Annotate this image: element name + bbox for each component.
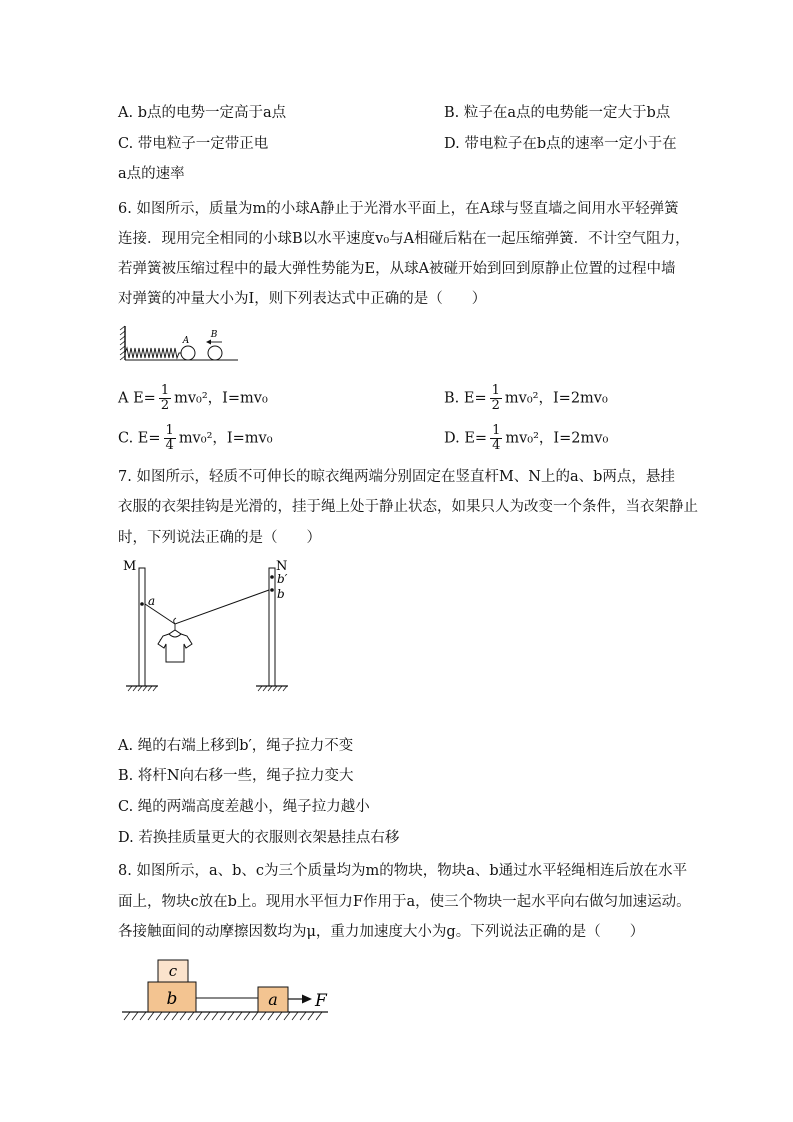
q6-spring-figure [118, 322, 244, 366]
q7-stem-line-1: 7. 如图所示，轻质不可伸长的晾衣绳两端分别固定在竖直杆M、N上的a、b两点，悬挂 [118, 469, 675, 485]
q6-option-b-fraction [490, 384, 502, 413]
q6-option-a-suffix: mv₀²，I=mv₀ [174, 390, 268, 407]
fraction-denominator: 2 [160, 398, 170, 413]
q6-stem-line-1: 6. 如图所示，质量为m的小球A静止于光滑水平面上，在A球与竖直墙之间用水平轻弹簧 [118, 201, 679, 217]
arrow-right-icon [302, 995, 312, 1004]
q6-option-d-fraction [490, 424, 502, 453]
fraction-denominator: 4 [492, 438, 501, 453]
q6-option-b-suffix: mv₀²，I=2mv₀ [504, 390, 608, 407]
q5-option-b[interactable]: B. 粒子在a点的电势能一定大于b点 [444, 105, 671, 121]
q6-option-a-fraction [159, 384, 171, 413]
q6-stem-line-3: 若弹簧被压缩过程中的最大弹性势能为E，从球A被碰开始到回到原静止位置的过程中墙 [118, 261, 676, 277]
q8-stem-line-1: 8. 如图所示，a、b、c为三个质量均为m的物块，物块a、b通过水平轻绳相连后放在水平 [118, 863, 688, 879]
q8-label-c: c [168, 962, 178, 980]
q6-option-c-suffix: mv₀²，I=mv₀ [178, 430, 273, 447]
q6-label-ball-b: B [210, 330, 218, 340]
q6-option-d[interactable] [444, 424, 608, 453]
q5-option-c[interactable]: C. 带电粒子一定带正电 [118, 136, 269, 152]
q6-option-b-prefix: B. E= [444, 390, 487, 407]
q8-label-b: b [166, 989, 178, 1009]
q6-option-c-prefix: C. E= [118, 430, 161, 447]
q7-label-a: a [148, 594, 156, 608]
q6-stem-line-4: 对弹簧的冲量大小为I，则下列表达式中正确的是（ ） [118, 291, 487, 307]
fraction-numerator: 1 [491, 383, 500, 398]
q7-option-b[interactable]: B. 将杆N向右移一些，绳子拉力变大 [118, 768, 354, 784]
q7-label-N: N [276, 559, 288, 574]
q6-option-a-prefix: A E= [118, 390, 156, 407]
q8-stem-line-3: 各接触面间的动摩擦因数均为μ，重力加速度大小为g。下列说法正确的是（ ） [118, 924, 645, 940]
shirt-icon [158, 634, 192, 662]
q6-option-c[interactable] [118, 424, 273, 453]
q5-option-a[interactable]: A. b点的电势一定高于a点 [118, 105, 287, 121]
q6-option-c-fraction [164, 424, 176, 453]
q8-stem-line-2: 面上，物块c放在b上。现用水平恒力F作用于a，使三个物块一起水平向右做匀加速运动。 [118, 894, 691, 910]
q7-stem-line-3: 时，下列说法正确的是（ ） [118, 530, 321, 546]
q6-option-a[interactable] [118, 384, 268, 413]
arrow-left-icon [206, 340, 211, 345]
q7-label-b: b [277, 587, 285, 601]
q6-option-d-suffix: mv₀²，I=2mv₀ [505, 430, 609, 447]
q8-blocks-figure [118, 956, 334, 1026]
q5-option-d[interactable]: D. 带电粒子在b点的速率一定小于在 [444, 136, 677, 152]
q6-label-ball-a: A [182, 336, 190, 346]
fraction-denominator: 4 [165, 438, 174, 453]
q5-option-d-cont: a点的速率 [118, 166, 185, 182]
q7-option-d[interactable]: D. 若换挂质量更大的衣服则衣架悬挂点右移 [118, 830, 400, 846]
q6-option-d-prefix: D. E= [444, 430, 488, 447]
fraction-numerator: 1 [165, 423, 174, 438]
q7-option-a[interactable]: A. 绳的右端上移到b′，绳子拉力不变 [118, 738, 354, 754]
q6-option-b[interactable] [444, 384, 608, 413]
q7-label-b-prime: b′ [277, 572, 288, 586]
fraction-numerator: 1 [492, 423, 501, 438]
fraction-denominator: 2 [491, 398, 500, 413]
q7-stem-line-2: 衣服的衣架挂钩是光滑的，挂于绳上处于静止状态，如果只人为改变一个条件，当衣架静止 [118, 499, 698, 515]
q7-clothesline-figure [118, 556, 298, 696]
q7-option-c[interactable]: C. 绳的两端高度差越小，绳子拉力越小 [118, 799, 370, 815]
fraction-numerator: 1 [160, 383, 170, 398]
q7-label-M: M [123, 559, 137, 574]
q6-stem-line-2: 连接．现用完全相同的小球B以水平速度v₀与A相碰后粘在一起压缩弹簧．不计空气阻力， [118, 231, 690, 247]
q8-label-a: a [268, 990, 278, 1009]
q8-label-F: F [315, 991, 327, 1011]
